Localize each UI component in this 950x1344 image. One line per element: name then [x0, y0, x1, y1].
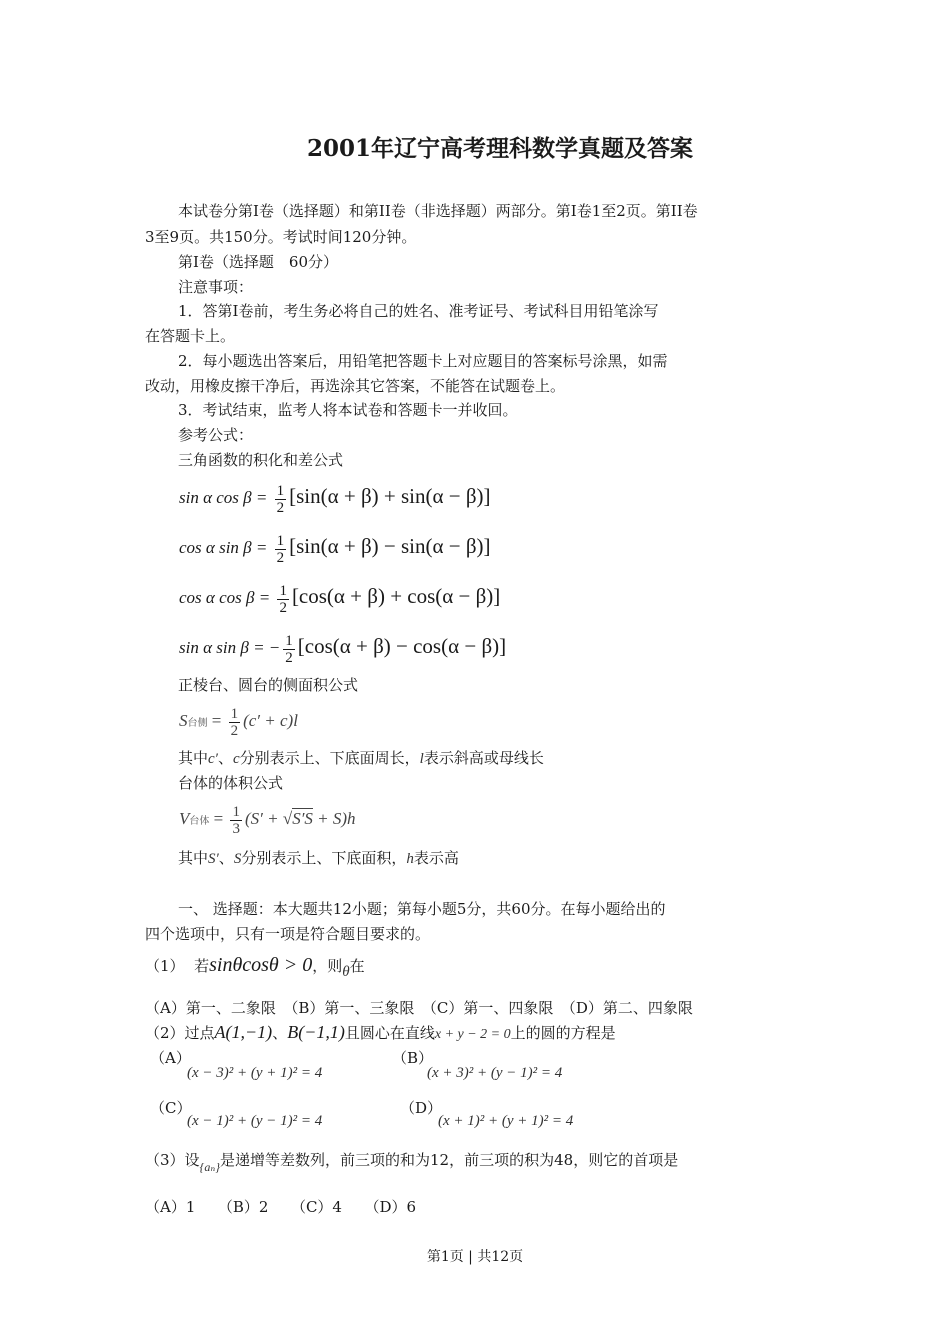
page-title: 2001年辽宁高考理科数学真题及答案 [306, 135, 693, 162]
formula-1-lhs: sin α cos β = [179, 488, 272, 507]
reference-heading: 参考公式： [178, 426, 254, 444]
intro-line-1: 本试卷分第Ⅰ卷（选择题）和第II卷（非选择题）两部分。第Ⅰ卷1至2页。第II卷 [178, 202, 698, 220]
section1-line-1: 一、 选择题：本大题共12小题；第每小题5分，共60分。在每小题给出的 [178, 900, 666, 918]
volume-note: 其中S′、S分别表示上、下底面积，h表示高 [178, 849, 459, 867]
intro-line-2: 3至9页。共150分。考试时间120分钟。 [145, 228, 417, 246]
fraction-half: $\frac{1}{2}$ [285, 632, 293, 666]
notice-2b: 改动，用橡皮擦干净后，再选涂其它答案，不能答在试题卷上。 [145, 377, 566, 395]
q2-option-C-label: （C） [150, 1099, 192, 1117]
fraction-half: $\frac{1}{2}$ [279, 582, 287, 616]
formula-1-rhs: [sin(α + β) + sin(α − β)] [289, 484, 491, 508]
fraction-half: $\frac{1}{2}$ [276, 482, 285, 516]
q2-line: x + y − 2 = 0 [434, 1027, 511, 1042]
lateral-area-formula: S台侧 = $\frac{1}{2}$ (c′ + c)l [179, 705, 298, 739]
q2-option-A: (x − 3)² + (y + 1)² = 4 [187, 1065, 323, 1081]
lateral-note: 其中c′、c分别表示上、下底面周长，l表示斜高或母线长 [178, 749, 544, 767]
volume-formula: V台体 = $\frac{1}{3}$ (S′ + √S′S + S)h [179, 803, 356, 837]
formula-4 [179, 628, 506, 664]
fraction-half: $\frac{1}{2}$ [230, 705, 239, 739]
formula-3-rhs: [cos(α + β) + cos(α − β)] [291, 584, 501, 608]
section1-line-2: 四个选项中，只有一项是符合题目要求的。 [145, 925, 431, 943]
formula-1 [179, 478, 491, 514]
volume-heading: 台体的体积公式 [178, 774, 284, 792]
q1-condition: sinθcosθ > 0 [209, 954, 313, 976]
formula-3-lhs: cos α cos β = [179, 588, 275, 607]
q3-sequence: {aₙ} [199, 1160, 221, 1174]
notice-1a: 1．答第Ⅰ卷前，考生务必将自己的姓名、准考证号、考试科目用铅笔涂写 [178, 302, 659, 320]
formula-4-lhs: sin α sin β = − [179, 638, 281, 657]
q2-point-A: A(1,−1) [214, 1022, 273, 1042]
lateral-S-subscript: 台侧 [187, 718, 208, 729]
trig-heading: 三角函数的积化和差公式 [178, 451, 344, 469]
lateral-S: S [179, 711, 188, 730]
q2-point-B: B(−1,1) [287, 1022, 345, 1042]
part1-heading: 第Ⅰ卷（选择题 60分） [178, 253, 339, 271]
question-2: （2）过点A(1,−1)、B(−1,1)且圆心在直线x + y − 2 = 0上的圆的方程是 [145, 1022, 616, 1042]
lateral-area-heading: 正棱台、圆台的侧面积公式 [178, 676, 359, 694]
q2-option-D: (x + 1)² + (y + 1)² = 4 [438, 1113, 574, 1129]
notice-2a: 2．每小题选出答案后，用铅笔把答题卡上对应题目的答案标号涂黑，如需 [178, 352, 668, 370]
formula-2-rhs: [sin(α + β) − sin(α − β)] [289, 534, 491, 558]
q2-option-C: (x − 1)² + (y − 1)² = 4 [187, 1113, 323, 1129]
notice-heading: 注意事项： [178, 278, 254, 296]
q3-options: （A）1 （B）2 （C）4 （D）6 [145, 1198, 417, 1216]
page-footer: 第1页 | 共12页 [426, 1249, 524, 1265]
q2-option-B-label: （B） [392, 1049, 434, 1067]
q2-option-A-label: （A） [150, 1049, 191, 1067]
q2-option-D-label: （D） [400, 1099, 443, 1117]
formula-4-rhs: [cos(α + β) − cos(α − β)] [297, 634, 507, 658]
q2-option-B: (x + 3)² + (y − 1)² = 4 [427, 1065, 563, 1081]
question-3: （3）设$_{\{a_n\}}$是递增等差数列，前三项的和为12，前三项的积为48，则它的首项是 [145, 1151, 679, 1174]
fraction-half: $\frac{1}{2}$ [276, 532, 285, 566]
lateral-rhs: (c′ + c)l [243, 711, 298, 730]
q1-options: （A）第一、二象限 （B）第一、三象限 （C）第一、四象限 （D）第二、四象限 [145, 999, 693, 1017]
formula-2-lhs: cos α sin β = [179, 538, 272, 557]
volume-V-subscript: 台体 [189, 816, 210, 827]
fraction-third: $\frac{1}{3}$ [232, 803, 240, 837]
notice-3: 3．考试结束，监考人将本试卷和答题卡一并收回。 [178, 401, 518, 419]
formula-3 [179, 578, 500, 614]
volume-V: V [179, 809, 190, 828]
volume-sqrt: S′S [292, 809, 313, 828]
formula-2 [179, 528, 491, 564]
notice-1b: 在答题卡上。 [145, 327, 236, 345]
question-1: （1） 若sinθcosθ > 0，则θ在 [145, 954, 365, 980]
